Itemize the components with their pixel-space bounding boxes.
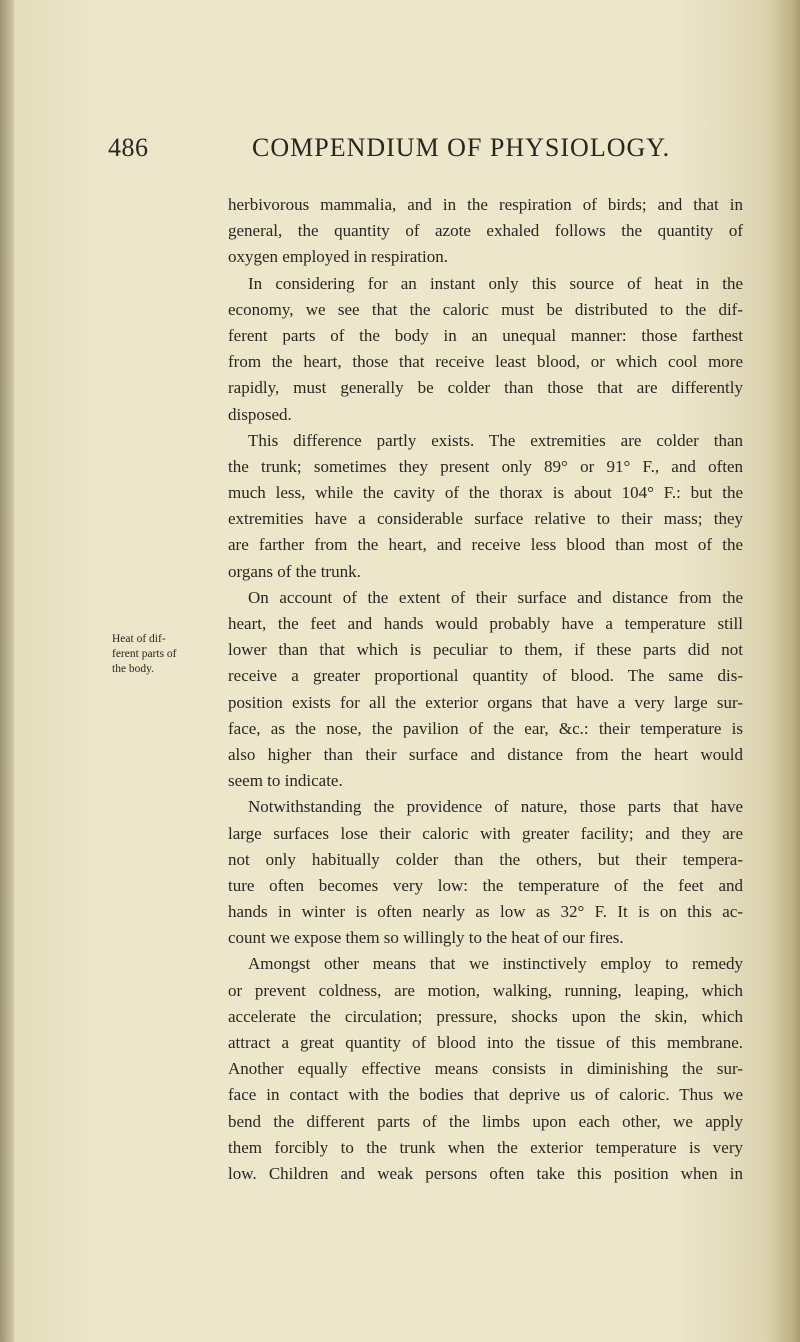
text-line: low. Children and weak persons often take this position when in [228,1163,743,1183]
text-line: On account of the extent of their surface and distance from the [248,587,743,607]
text-line: much less, while the cavity of the thorax is about 104° F.: but the [228,483,743,503]
text-line: or prevent coldness, are motion, walking, running, leaping, which [228,980,743,1000]
text-line: disposed. [228,404,292,424]
running-head: COMPENDIUM OF PHYSIOLOGY. [252,133,671,162]
text-line: attract a great quantity of blood into the tissue of this membrane. [228,1033,743,1052]
text-line: bend the different parts of the limbs upon each other, we apply [228,1111,743,1131]
text-line: large surfaces lose their caloric with greater facility; and they are [228,823,743,843]
text-line: general, the quantity of azote exhaled follows the quantity of [228,221,743,241]
margin-note-line: the body. [112,663,155,675]
text-line: also higher than their surface and distance from the heart would [228,744,743,764]
text-line: not only habitually colder than the others, but their tempera- [228,849,743,869]
text-line: organs of the trunk. [228,561,361,581]
text-line: heart, the feet and hands would probably have a temperature still [228,614,743,633]
text-line: receive a greater proportional quantity of blood. The same dis- [228,666,743,686]
text-line: face in contact with the bodies that deprive us of caloric. Thus we [228,1085,743,1105]
text-line: count we expose them so willingly to the heat of our fires. [228,928,624,948]
page-number: 486 [108,133,149,162]
margin-note-line: ferent parts of [112,648,177,660]
text-line: This difference partly exists. The extremities are colder than [248,430,743,450]
text-line: hands in winter is often nearly as low as 32° F. It is on this ac- [228,902,743,922]
text-line: position exists for all the exterior organs that have a very large sur- [228,692,743,712]
page-gutter [0,0,14,1342]
page-edge [770,0,800,1342]
text-line: ferent parts of the body in an unequal manner: those farthest [228,325,743,345]
text-line: Amongst other means that we instinctively employ to remedy [248,954,743,974]
margin-note-line: Heat of dif- [112,633,166,645]
body-text [228,192,743,1187]
text-line: economy, we see that the caloric must be distributed to the dif- [228,299,743,319]
text-line: accelerate the circulation; pressure, shocks upon the skin, which [228,1006,743,1026]
margin-note [112,632,208,677]
text-line: herbivorous mammalia, and in the respiration of birds; and that in [228,195,743,214]
text-line: rapidly, must generally be colder than those that are differently [228,378,743,398]
text-line: extremities have a considerable surface relative to their mass; they [228,509,743,529]
text-line: Another equally effective means consists in diminishing the sur- [228,1059,743,1079]
text-line: ture often becomes very low: the temperature of the feet and [228,875,743,895]
text-line: lower than that which is peculiar to them, if these parts did not [228,640,743,660]
text-line: Notwithstanding the providence of nature, those parts that have [248,797,743,817]
text-line: the trunk; sometimes they present only 89° or 91° F., and often [228,456,743,476]
text-line: face, as the nose, the pavilion of the ear, &c.: their temperature is [228,718,743,738]
text-line: them forcibly to the trunk when the exterior temperature is very [228,1137,743,1157]
text-line: oxygen employed in respiration. [228,247,449,267]
text-line: are farther from the heart, and receive less blood than most of the [228,535,743,555]
text-line: seem to indicate. [228,771,343,791]
text-line: from the heart, those that receive least blood, or which cool more [228,352,743,372]
text-line: In considering for an instant only this source of heat in the [248,273,743,293]
